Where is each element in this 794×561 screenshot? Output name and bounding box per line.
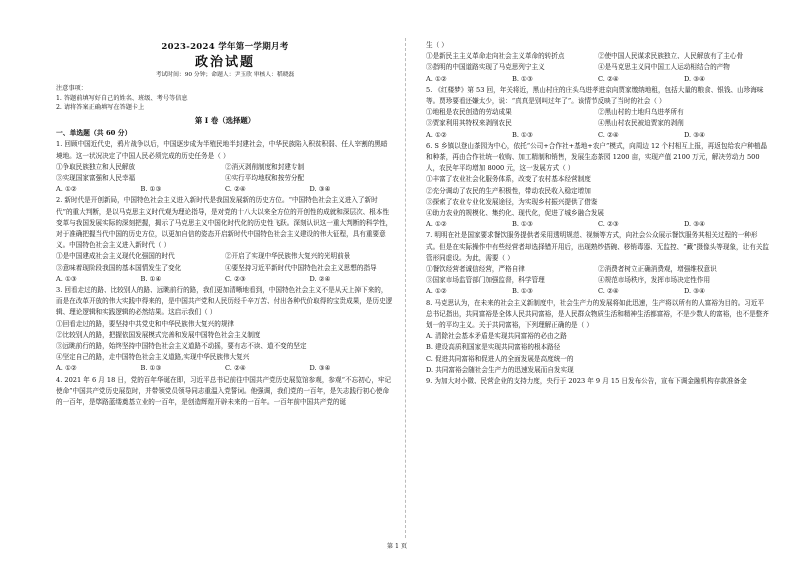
option: C. 促进共同富裕和促进人的全面发展是高度统一的	[426, 354, 574, 363]
q5-answers	[426, 130, 770, 141]
option: ③实现国家富强和人民幸福	[56, 173, 136, 182]
answer-choice: C. ②④	[598, 74, 619, 83]
answer-choice: B. ①④	[140, 274, 162, 283]
answer-choice: B. ①③	[512, 74, 533, 83]
option: ①回看走过的路，要坚持中共党史和中华民族伟大复兴的规律	[56, 319, 235, 328]
option: ③指明的中国道路实现了马克思列宁主义	[426, 63, 545, 72]
answer-choice: C. ②③	[225, 274, 246, 283]
option: ②黑山村的土地归乌进孝所有	[598, 108, 684, 117]
q7-options	[426, 275, 770, 286]
answer-choice: B. ①③	[140, 185, 162, 194]
question-7: 7. 明明在社是国家要求餐饮服务提供者采用透明规范、视频等方式，向社会公众展示餐饮服务其相关过程的一种形式。但是在实际操作中有些经营者却选择错开用后，出现熟炒搭碗、移销毒器、无监控、“藏”摄像头等现象，让有关监管形同虚设。为此，需要（ ）	[426, 231, 770, 262]
q4-options	[426, 51, 770, 62]
option: ③国家市场监管部门加强监督，科学管理	[426, 276, 545, 285]
answer-choice: D. ③④	[684, 130, 706, 139]
answer-choice: C. ②③	[598, 220, 619, 229]
section-title: 一、单选题（共 60 分）	[56, 129, 132, 138]
option: A. 清除社会基本矛盾是实现共同富裕的必由之路	[426, 332, 567, 341]
q6-answers	[426, 219, 770, 230]
option: ①争取民族独立和人民解放	[56, 162, 136, 171]
answer-choice: D. ③④	[309, 185, 331, 194]
q4-options	[426, 62, 770, 73]
q2-answers	[56, 274, 394, 285]
answer-choice: C. ②④	[225, 185, 246, 194]
option: ②比较别人的路，把握依国发展模式完善和发展中国特色社会主义制度	[56, 330, 261, 339]
answer-choice: B. ①③	[512, 220, 533, 229]
answer-choice: D. ③④	[684, 220, 706, 229]
question-6: 6. S 乡镇以登山茶园为中心，依托“公司+合作社+基地+农户”模式，向周边 12 个村相互上报，再返包给农户种植晶和种茶，再由合作社统一收购、加工精制和销售，发展生态茶园 1200 亩，实现产值 2100 万元，解决劳动力 500 人，农民年平均增加 8000 元，这一发展方式（ ）	[426, 141, 768, 173]
answer-choice: C. ②④	[598, 130, 619, 139]
note-item: 1. 答题前填写好自己的姓名、班级、考号等信息	[56, 94, 188, 102]
volume-title: 第 I 卷（选择题）	[194, 115, 256, 125]
option: ②消费者树立正确消费观，增强维权意识	[598, 265, 717, 274]
question-3: 3. 回看走过的路、比较别人的路、远眺前行的路，我们更加清晰地看到，中国特色社会主义不是从天上掉下来的，而是在改革开放的伟大实践中得来的，是中国共产党和人民历经千辛万苦、付出各种代价取得的宝贵成果，是历史逻辑、理论逻辑和实践逻辑的必然结果。这启示我们（ ）	[56, 285, 393, 317]
answer-choice: A. ①②	[56, 364, 77, 373]
answer-choice: B. ①③	[512, 287, 533, 296]
note-item: 2. 请将答案正确填写在答题卡上	[56, 104, 145, 112]
q2-options	[56, 251, 394, 262]
answer-choice: A. ①②	[56, 185, 77, 194]
exam-title: 2023-2024 学年第一学期月考	[161, 42, 289, 52]
option: ①丰富了农业社会化服务体系，改变了农村基本经营制度	[426, 175, 591, 184]
column-divider	[405, 38, 406, 538]
q5-options	[426, 118, 770, 129]
option: ④坚定自己的路，走中国特色社会主义道路,实现中华民族伟大复兴	[56, 353, 250, 362]
answer-choice: B. ①③	[140, 364, 162, 373]
option: ①是新民主主义革命走向社会主义革命的转折点	[426, 52, 565, 61]
answer-choice: A. ①②	[426, 220, 447, 229]
answer-choice: B. ①③	[512, 130, 533, 139]
answer-choice: A. ①②	[426, 130, 447, 139]
subject-title: 政治试题	[194, 55, 255, 71]
answer-choice: A. ①②	[426, 74, 447, 83]
q1-options	[56, 173, 394, 184]
option: ④要坚持习近平新时代中国特色社会主义思想的指导	[225, 263, 377, 272]
option: B. 建设高质利国家是实现共同富裕的根本路径	[426, 343, 561, 352]
option: ①是中国建成社会主义现代化强国的时代	[56, 252, 175, 261]
option: ③意味着现阶段我国的基本国情发生了变化	[56, 263, 182, 272]
answer-choice: A. ①③	[56, 274, 77, 283]
q7-answers	[426, 286, 770, 297]
answer-choice: C. ②④	[598, 287, 619, 296]
question-9: 9. 为加大对小微、民营企业的支持力度，央行于 2023 年 9 月 15 日发布公告，宣布下调金融机构存款准备金	[426, 377, 747, 386]
question-1: 1. 回顾中国近代史，鸦片战争以后，中国逐步成为半殖民地半封建社会，中华民族陷入积贫积弱、任人宰割的黑暗境地。这一状况决定了中国人民必须完成的历史任务是（ ）	[56, 140, 388, 160]
answer-choice: C. ②④	[225, 364, 246, 373]
answer-choice: D. ③④	[684, 74, 706, 83]
option: ④是马克思主义同中国工人运动相结合的产物	[598, 63, 730, 72]
option: D. 共同富裕会随社会生产力的迅速发展而自发实现	[426, 365, 574, 374]
option: ③探索了农业专业化发展途径，为实现乡村振兴提供了借鉴	[426, 197, 598, 206]
right-column	[426, 40, 770, 387]
q1-options	[56, 162, 394, 173]
q5-options	[426, 107, 770, 118]
answer-choice: A. ①②	[426, 287, 447, 296]
option: ④实行平均地权和按劳分配	[225, 173, 305, 182]
option: ②充分调动了农民的生产积极性，带动农民收入稳定增加	[426, 186, 591, 195]
question-4: 4. 2021 年 6 月 18 日，党的百年华诞在即，习近平总书记前往中国共产党历史展览馆参观，参观“不忘初心，牢记使命”中国共产党历史展览时，并带领党员领导同志重温入党誓词。他强调，我们党的一百年，是矢志践行初心使命的一百年，是筚路蓝缕奠基立业的一百年，是创造辉煌开辟未来的一百年。一百年前中国共产党的诞	[56, 375, 392, 406]
question-8: 8. 马克思认为，在未来的社会主义新制度中，社会生产力的发展将如此迅速，生产将以所有的人富裕为目的。习近平总书记指出，共同富裕是全体人民共同富裕，是人民群众物质生活和精神生活都富裕，不是少数人的富裕，也不是整齐划一的平均主义。关于共同富裕，下列理解正确的是（ ）	[426, 298, 769, 330]
option: ①地租是农民创造的劳动成果	[426, 108, 512, 117]
q1-answers	[56, 184, 394, 195]
option: ②开启了实现中华民族伟大复兴的光明前景	[225, 252, 351, 261]
option: ②消灭剥削制度和封建专制	[225, 162, 305, 171]
exam-meta: 考试时间：90 分钟；命题人：尹玉欣 审核人：稻晓磊	[155, 72, 295, 79]
option: ③远眺前行的路，始终坚持中国特色社会主义道路不动摇，要有志不读、道不变的坚定	[56, 341, 307, 350]
page-number: 第 1 页	[386, 543, 408, 550]
answer-choice: D. ③④	[684, 287, 706, 296]
q2-options	[56, 263, 394, 274]
option: ④规范市场秩序，发挥市场决定性作用	[598, 276, 711, 285]
answer-choice: D. ②④	[309, 274, 331, 283]
question-2: 2. 新时代是开创新局，中国特色社会主义进入新时代是我国发展新的历史方位。“中国特色社会主义进入了新时代”的重大判断，是以马克思主义时代观为理论指导，是对党的十八大以来全方位的开创性的成就和深层次、根本性变革与我国发展实际的深刻把握，揭示了马克思主义中国化时代化的历史性飞跃。深刻认识这一重大判断的科学性，对于准确把握当代中国的历史方位，以更加自信的姿态开启新时代中国特色社会主义建设的伟大征程，具有重要意义。中国特色社会主义进入新时代（ ）	[56, 196, 393, 250]
option: ④黑山村农民被迫贾家的剥削	[598, 119, 684, 128]
question-4-continued: 生（ ）	[426, 41, 448, 49]
left-column	[56, 38, 394, 408]
notes-title: 注意事项：	[56, 85, 87, 93]
option: ①餐饮经营者诚信经营，严格自律	[426, 265, 525, 274]
option: ④助力农业的规模化、集约化、现代化，促进了城乡融合发展	[426, 209, 605, 218]
q3-answers	[56, 363, 394, 374]
option: ②使中国人民谋求民族独立、人民解放有了主心骨	[598, 52, 744, 61]
q7-options	[426, 264, 770, 275]
q4-answers	[426, 74, 770, 85]
answer-choice: D. ③④	[309, 364, 331, 373]
question-5: 5. 《红楼梦》第 53 回，年关将近，黑山村庄的庄头乌进孝进京向贾家缴纳地租，包括大量的粮食、银钱、山珍海味等。贾珍要看还嫌太少，说：“真真是别叫过年了”。该情节反映了当时的社会（ ）	[426, 85, 764, 106]
option: ③贾家利用其特权来剥削农民	[426, 119, 512, 128]
